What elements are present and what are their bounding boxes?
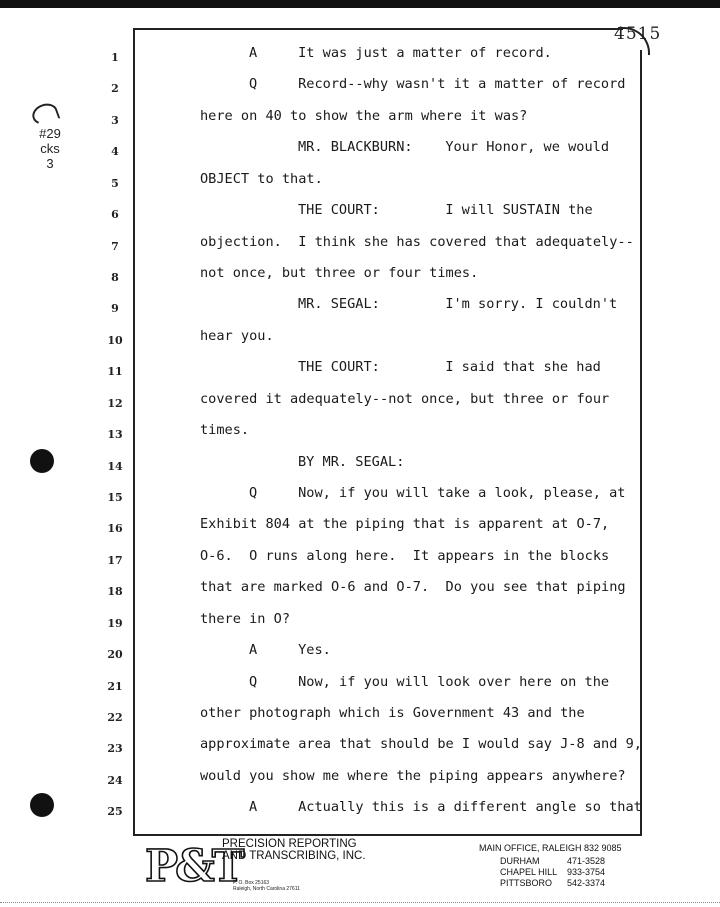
transcript-line: times. <box>200 422 250 438</box>
footer <box>0 836 720 907</box>
transcript-line: THE COURT: I will SUSTAIN the <box>298 202 593 218</box>
transcript-line: approximate area that should be I would say J-8 and 9, <box>200 736 642 752</box>
line-number: 1 <box>111 51 119 64</box>
top-border <box>0 0 720 8</box>
page-frame-left <box>133 28 135 836</box>
address-line: Raleigh, North Carolina 27611 <box>233 886 300 892</box>
line-number: 24 <box>107 774 123 787</box>
line-number: 12 <box>107 397 123 410</box>
company-logo-text: P&T <box>145 841 242 892</box>
office-phone: 542-3374 <box>567 878 606 888</box>
margin-note-line: #29 <box>39 126 61 141</box>
line-number: 9 <box>111 302 119 315</box>
transcript-line: that are marked O-6 and O-7. Do you see that piping <box>200 579 626 595</box>
line-number: 10 <box>107 334 123 347</box>
transcript-line: A Actually this is a different angle so that <box>249 799 642 815</box>
page-number: 4515 <box>614 24 662 44</box>
address-line: P. O. Box 25163 <box>233 880 270 886</box>
company-name-line: AND TRANSCRIBING, INC. <box>222 850 366 862</box>
transcript-line: THE COURT: I said that she had <box>298 359 601 375</box>
line-number: 5 <box>111 177 119 190</box>
line-number: 6 <box>111 208 119 221</box>
binder-hole <box>30 793 54 817</box>
line-number: 3 <box>111 114 119 127</box>
line-number: 25 <box>107 805 123 818</box>
margin-note <box>28 106 72 171</box>
margin-note-line: 3 <box>46 156 54 171</box>
line-number: 8 <box>111 271 119 284</box>
transcript-line: OBJECT to that. <box>200 171 323 187</box>
transcript-line: A Yes. <box>249 642 331 658</box>
binder-hole <box>30 449 54 473</box>
transcript-line: MR. SEGAL: I'm sorry. I couldn't <box>298 296 618 312</box>
page-frame-top <box>133 28 623 30</box>
line-number: 19 <box>107 617 123 630</box>
transcript-line: here on 40 to show the arm where it was? <box>200 108 528 124</box>
transcript-line: other photograph which is Government 43 and the <box>200 705 585 721</box>
transcript-line: A It was just a matter of record. <box>249 45 552 61</box>
transcript-line: MR. BLACKBURN: Your Honor, we would <box>298 139 609 155</box>
margin-note-line: cks <box>40 141 60 156</box>
transcript-line: objection. I think she has covered that adequately-- <box>200 234 634 250</box>
office-phone: 933-3754 <box>567 867 606 877</box>
company-name-line: PRECISION REPORTING <box>222 838 357 850</box>
line-number: 14 <box>107 460 123 473</box>
main-office: MAIN OFFICE, RALEIGH 832 9085 <box>479 843 622 853</box>
line-number: 22 <box>107 711 123 724</box>
transcript-line: O-6. O runs along here. It appears in the blocks <box>200 548 610 564</box>
transcript-line: hear you. <box>200 328 274 344</box>
company-address <box>233 880 300 892</box>
transcript-line: covered it adequately--not once, but three or four <box>200 391 610 407</box>
line-number: 20 <box>107 648 123 661</box>
transcript-line: BY MR. SEGAL: <box>298 454 405 470</box>
line-number: 7 <box>111 240 119 253</box>
transcript-line: there in O? <box>200 611 291 627</box>
line-number: 23 <box>107 742 123 755</box>
transcript-line: Q Now, if you will take a look, please, at <box>249 485 626 501</box>
bottom-divider <box>0 902 720 903</box>
company-name <box>222 838 366 862</box>
office-city: PITTSBORO <box>500 878 553 888</box>
line-number: 13 <box>107 428 123 441</box>
company-logo <box>145 840 242 894</box>
line-number: 2 <box>111 82 119 95</box>
line-number: 21 <box>107 680 123 693</box>
page-frame-right <box>640 50 642 836</box>
transcript-line: Q Record--why wasn't it a matter of record <box>249 76 626 92</box>
line-number: 17 <box>107 554 123 567</box>
line-number: 18 <box>107 585 123 598</box>
line-number: 16 <box>107 522 123 535</box>
office-city: CHAPEL HILL <box>500 867 558 877</box>
transcript-line: Q Now, if you will look over here on the <box>249 674 610 690</box>
office-phone: 471-3528 <box>567 856 606 866</box>
office-city: DURHAM <box>500 856 540 866</box>
transcript-line: not once, but three or four times. <box>200 265 479 281</box>
line-number: 15 <box>107 491 123 504</box>
line-number: 11 <box>107 365 123 378</box>
transcript-line: Exhibit 804 at the piping that is apparent at O-7, <box>200 516 610 532</box>
line-number: 4 <box>111 145 119 158</box>
transcript-line: would you show me where the piping appears anywhere? <box>200 768 626 784</box>
